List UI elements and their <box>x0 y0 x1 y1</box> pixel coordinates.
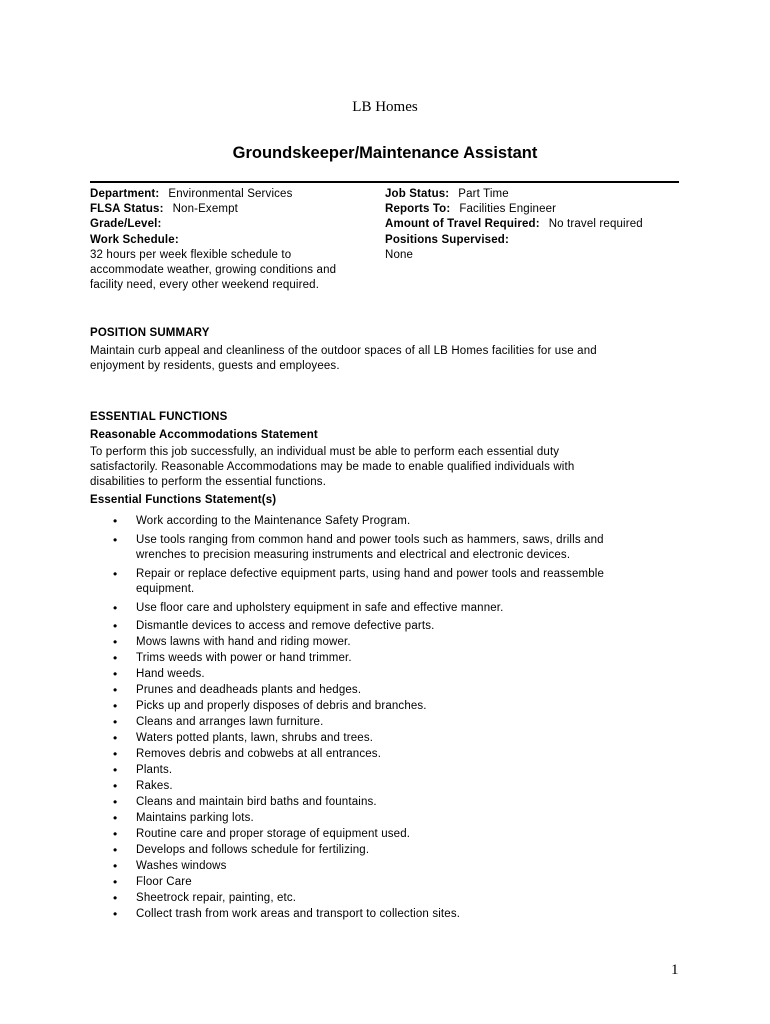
bullet-icon: • <box>113 683 118 697</box>
list-item: • Maintains parking lots. <box>113 811 254 825</box>
secondary-function-list <box>90 618 680 922</box>
positions-supervised-label: Positions Supervised: <box>385 233 509 246</box>
bullet-icon: • <box>113 567 118 581</box>
schedule-line: accommodate weather, growing conditions and <box>90 264 337 277</box>
bullet-icon: • <box>113 763 118 777</box>
essential-functions-heading: ESSENTIAL FUNCTIONS <box>90 411 228 423</box>
list-item: • Plants. <box>113 763 173 777</box>
department-label: Department: <box>90 188 160 200</box>
list-item: • Cleans and maintain bird baths and fountains. <box>113 795 377 809</box>
reports-to-value: Facilities Engineer <box>459 203 557 216</box>
list-item: • Prunes and deadheads plants and hedges. <box>113 683 362 697</box>
position-summary-text <box>90 344 650 374</box>
list-item: • Floor Care <box>113 875 192 889</box>
bullet-icon: • <box>113 667 118 681</box>
details-left <box>90 187 370 293</box>
list-item: • Cleans and arranges lawn furniture. <box>113 715 324 729</box>
accommodations-line: satisfactorily. Reasonable Accommodations may be made to enable qualified individuals with <box>90 461 575 474</box>
job-status-label: Job Status: <box>385 188 450 200</box>
job-title: Groundskeeper/Maintenance Assistant <box>232 144 538 162</box>
page-number: 1 <box>671 962 679 978</box>
bullet-icon: • <box>113 779 118 793</box>
bullet-icon: • <box>113 514 118 528</box>
bullet-icon: • <box>113 699 118 713</box>
list-item: • Dismantle devices to access and remove defective parts. <box>113 619 435 633</box>
list-item: • Use floor care and upholstery equipment in safe and effective manner. <box>113 601 504 615</box>
bullet-icon: • <box>113 601 118 615</box>
bullet-icon: • <box>113 635 118 649</box>
bullet-icon: • <box>113 651 118 665</box>
department-row <box>90 187 370 202</box>
reports-to-label: Reports To: <box>385 203 451 216</box>
bullet-icon: • <box>113 859 118 873</box>
list-item: • Mows lawns with hand and riding mower. <box>113 635 351 649</box>
list-item: • Develops and follows schedule for fertilizing. <box>113 843 370 857</box>
bullet-icon: • <box>113 843 118 857</box>
list-item: • Hand weeds. <box>113 667 205 681</box>
grade-label: Grade/Level: <box>90 218 162 231</box>
list-item: • Washes windows <box>113 859 227 873</box>
accommodations-text <box>90 445 650 491</box>
list-item: • Use tools ranging from common hand and power tools such as hammers, saws, drills and wrenches to precision measuring instruments and electrical and electronic devices. <box>113 533 604 561</box>
bullet-icon: • <box>113 747 118 761</box>
accommodations-heading: Reasonable Accommodations Statement <box>90 429 318 441</box>
summary-line: Maintain curb appeal and cleanliness of the outdoor spaces of all LB Homes facilities for use and <box>90 345 597 357</box>
travel-row <box>385 217 685 232</box>
bullet-icon: • <box>113 795 118 809</box>
travel-label: Amount of Travel Required: <box>385 218 540 231</box>
schedule-label: Work Schedule: <box>90 233 179 246</box>
accommodations-line: To perform this job successfully, an individual must be able to perform each essential duty <box>90 446 560 458</box>
list-item: • Collect trash from work areas and transport to collection sites. <box>113 907 461 921</box>
accommodations-line: disabilities to perform the essential functions. <box>90 476 327 489</box>
primary-function-list <box>90 514 680 620</box>
header-divider <box>90 181 679 183</box>
list-item: • Routine care and proper storage of equipment used. <box>113 827 411 841</box>
list-item: • Trims weeds with power or hand trimmer. <box>113 651 352 665</box>
bullet-icon: • <box>113 827 118 841</box>
positions-supervised-value: None <box>385 248 414 261</box>
list-item: • Repair or replace defective equipment parts, using hand and power tools and reassemble equipment. <box>113 567 605 595</box>
department-value: Environmental Services <box>168 188 293 200</box>
bullet-icon: • <box>113 875 118 889</box>
summary-line: enjoyment by residents, guests and employees. <box>90 360 340 373</box>
list-item: • Rakes. <box>113 779 173 793</box>
functions-statement-heading: Essential Functions Statement(s) <box>90 494 277 506</box>
company-name: LB Homes <box>352 99 418 115</box>
details-right <box>385 187 685 263</box>
position-summary-heading: POSITION SUMMARY <box>90 327 210 339</box>
job-status-value: Part Time <box>458 188 509 200</box>
list-item: • Waters potted plants, lawn, shrubs and trees. <box>113 731 374 745</box>
bullet-icon: • <box>113 731 118 745</box>
list-item: • Work according to the Maintenance Safety Program. <box>113 514 411 528</box>
bullet-icon: • <box>113 533 118 547</box>
flsa-label: FLSA Status: <box>90 203 164 216</box>
schedule-line: 32 hours per week flexible schedule to <box>90 248 292 261</box>
bullet-icon: • <box>113 811 118 825</box>
travel-value: No travel required <box>548 218 643 231</box>
list-item: • Sheetrock repair, painting, etc. <box>113 891 297 905</box>
flsa-row <box>90 202 370 217</box>
bullet-icon: • <box>113 619 118 633</box>
job-status-row <box>385 187 685 202</box>
list-item: • Picks up and properly disposes of debris and branches. <box>113 699 427 713</box>
flsa-value: Non-Exempt <box>172 203 238 216</box>
bullet-icon: • <box>113 891 118 905</box>
schedule-line: facility need, every other weekend required. <box>90 279 320 292</box>
reports-to-row <box>385 202 685 217</box>
bullet-icon: • <box>113 907 118 921</box>
bullet-icon: • <box>113 715 118 729</box>
list-item: • Removes debris and cobwebs at all entrances. <box>113 747 382 761</box>
